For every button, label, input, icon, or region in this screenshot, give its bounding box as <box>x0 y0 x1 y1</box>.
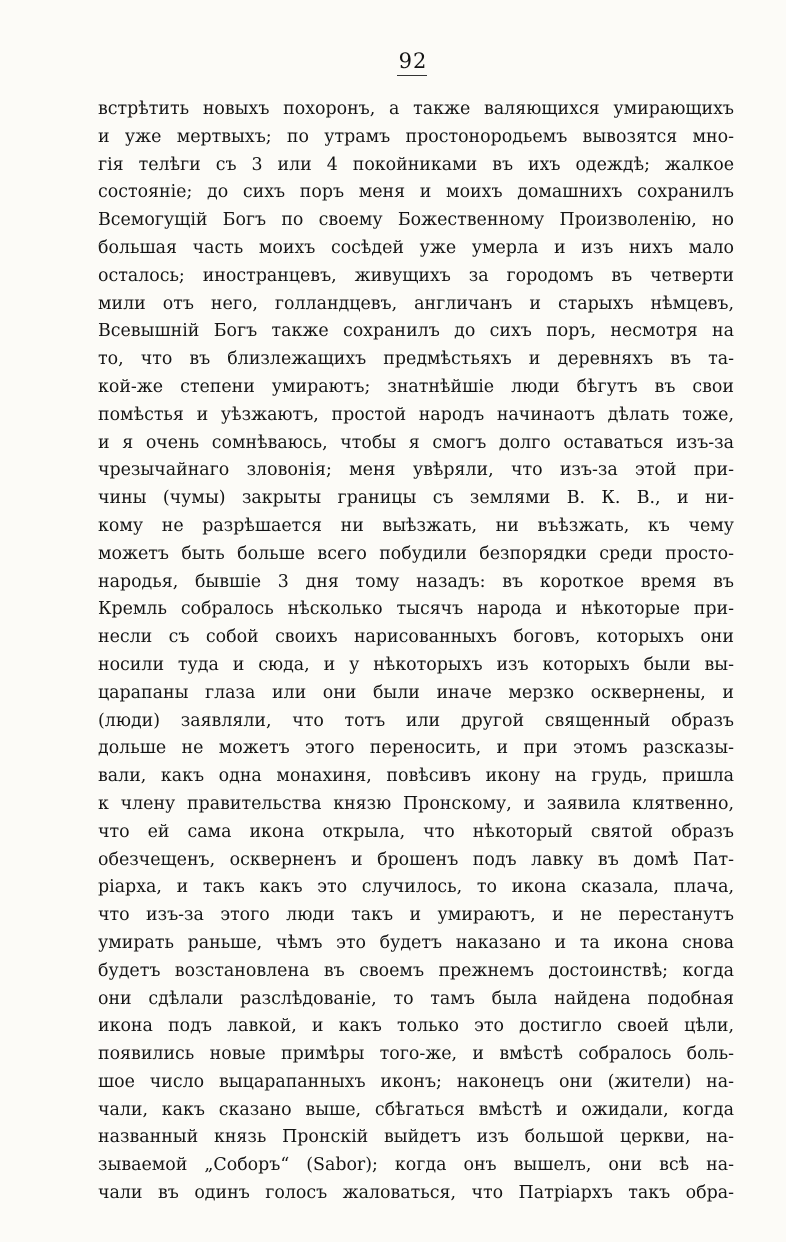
text-line: Кремль собралось нѣсколько тысячъ народа и нѣкоторые при- <box>98 599 734 620</box>
text-line: будетъ возстановлена въ своемъ прежнемъ достоинствѣ; когда <box>98 960 734 981</box>
text-line: ріарха, и такъ какъ это случилось, то икона сказала, плача, <box>98 877 734 898</box>
body-text <box>98 96 734 1208</box>
text-line: кой-же степени умираютъ; знатнѣйшіе люди бѣгутъ въ свои <box>98 376 734 397</box>
text-line: Всемогущій Богъ по своему Божественному Произволенію, но <box>98 210 734 231</box>
text-line: что ей сама икона открыла, что нѣкоторый святой образъ <box>98 821 734 842</box>
text-line: появились новые примѣры того-же, и вмѣстѣ собралось боль- <box>98 1044 734 1065</box>
text-line: несли съ собой своихъ нарисованныхъ боговъ, которыхъ они <box>98 627 734 648</box>
text-line: (люди) заявляли, что тотъ или другой священный образъ <box>98 710 734 731</box>
text-line: что изъ-за этого люди такъ и умираютъ, и не перестанутъ <box>98 905 734 926</box>
text-line: встрѣтить новыхъ похоронъ, а также валяющихся умирающихъ <box>98 99 734 119</box>
text-line: обезчещенъ, оскверненъ и брошенъ подъ лавку въ домѣ Пат- <box>98 849 734 870</box>
page-number-underline <box>397 75 427 76</box>
text-line: и уже мертвыхъ; по утрамъ простонородьемъ вывозятся мно- <box>98 126 734 147</box>
text-line: кому не разрѣшается ни выѣзжать, ни въѣзжать, къ чему <box>98 515 734 536</box>
text-line: то, что въ близлежащихъ предмѣстьяхъ и деревняхъ въ та- <box>98 349 734 370</box>
text-line: народья, бывшіе 3 дня тому назадъ: въ короткое время въ <box>98 571 734 592</box>
text-line: чали въ одинъ голосъ жаловаться, что Патріархъ такъ обра- <box>98 1183 734 1204</box>
text-line: и я очень сомнѣваюсь, чтобы я смогъ долго оставаться изъ-за <box>98 432 734 453</box>
text-line: они сдѣлали разслѣдованіе, то тамъ была найдена подобная <box>98 988 734 1009</box>
text-line: чрезычайнаго зловонія; меня увѣряли, что изъ-за этой при- <box>98 460 734 481</box>
text-line: большая часть моихъ сосѣдей уже умерла и изъ нихъ мало <box>98 237 734 258</box>
text-line: можетъ быть больше всего побудили безпорядки среди просто- <box>98 543 734 564</box>
page-number: 92 <box>398 49 428 73</box>
text-line: мили отъ него, голландцевъ, англичанъ и старыхъ нѣмцевъ, <box>98 293 734 314</box>
text-line: икона подъ лавкой, и какъ только это достигло своей цѣли, <box>98 1016 734 1037</box>
text-line: Всевышній Богъ также сохранилъ до сихъ поръ, несмотря на <box>98 321 734 342</box>
text-line: состояніе; до сихъ поръ меня и моихъ домашнихъ сохранилъ <box>98 182 734 203</box>
text-line: вали, какъ одна монахиня, повѣсивъ икону на грудь, пришла <box>98 766 734 787</box>
text-line: шое число выцарапанныхъ иконъ; наконецъ они (жители) на- <box>98 1071 734 1092</box>
text-line: осталось; иностранцевъ, живущихъ за городомъ въ четверти <box>98 265 734 286</box>
text-line: гія телѣги съ 3 или 4 покойниками въ ихъ одеждѣ; жалкое <box>98 154 734 175</box>
text-line: помѣстья и уѣзжаютъ, простой народъ начинаотъ дѣлать тоже, <box>98 404 734 425</box>
text-line: дольше не можетъ этого переносить, и при этомъ разсказы- <box>98 738 734 759</box>
text-line: носили туда и сюда, и у нѣкоторыхъ изъ которыхъ были вы- <box>98 654 734 675</box>
text-line: умирать раньше, чѣмъ это будетъ наказано и та икона снова <box>98 932 734 953</box>
text-line: чали, какъ сказано выше, сбѣгаться вмѣстѣ и ожидали, когда <box>98 1099 734 1120</box>
text-line: царапаны глаза или они были иначе мерзко осквернены, и <box>98 682 734 703</box>
text-line: чины (чумы) закрыты границы съ землями В. К. В., и ни- <box>98 488 734 509</box>
text-line: к члену правительства князю Пронскому, и заявила клятвенно, <box>98 793 734 814</box>
text-line: зываемой „Соборъ“ (Sabor); когда онъ вышелъ, они всѣ на- <box>98 1155 734 1176</box>
text-line: названный князь Пронскій выйдетъ изъ большой церкви, на- <box>98 1127 734 1148</box>
